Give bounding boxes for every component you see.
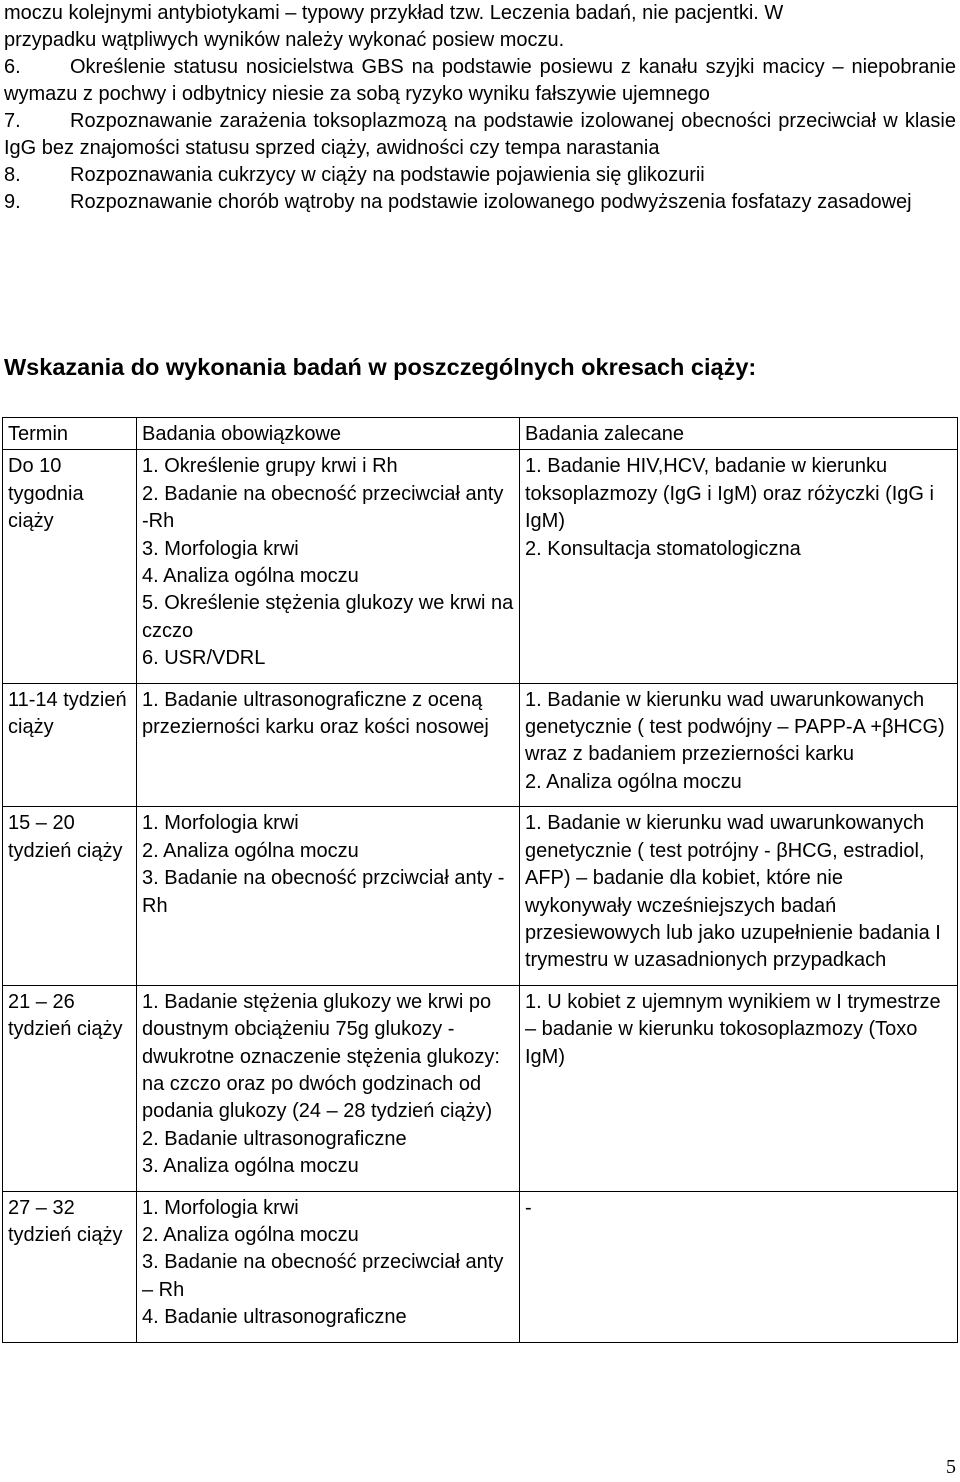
recommended-test-item: 1. U kobiet z ujemnym wynikiem w I trymestrze – badanie w kierunku tokosoplazmozy (Toxo IgM) xyxy=(525,990,941,1068)
intro-item-text: Rozpoznawanie zarażenia toksoplazmozą na podstawie izolowanej obecności przeciwciał w klasie IgG bez znajomości statusu sprzed ciąży, awidności czy tempa narastania xyxy=(4,110,956,159)
required-test-item: 2. Badanie na obecność przeciwciał anty -Rh xyxy=(142,482,504,533)
recommended-test-item: 1. Badanie HIV,HCV, badanie w kierunku toksoplazmozy (IgG i IgM) oraz różyczki (IgG i IgM) xyxy=(525,455,934,533)
term-cell: 21 – 26 tydzień ciąży xyxy=(3,985,137,1191)
required-test-item: 1. Morfologia krwi xyxy=(142,1196,299,1219)
required-test-item: 1. Określenie grupy krwi i Rh xyxy=(142,455,398,478)
required-test-item: 3. Analiza ogólna moczu xyxy=(142,1155,359,1178)
intro-continuation-line-1: moczu kolejnymi antybiotykami – typowy przykład tzw. Leczenia badań, nie pacjentki. W xyxy=(4,2,784,24)
required-test-item: 3. Badanie na obecność przeciwciał anty – Rh xyxy=(142,1251,504,1301)
required-test-item: 4. Badanie ultrasonograficzne xyxy=(142,1306,407,1329)
intro-item-number: 9. xyxy=(4,191,21,213)
recommended-test-item: - xyxy=(525,1196,532,1219)
recommended-test-item: 1. Badanie w kierunku wad uwarunkowanych genetycznie ( test podwójny – PAPP-A +βHCG) wraz z badaniem przezierności karku xyxy=(525,688,945,766)
required-test-item: 5. Określenie stężenia glukozy we krwi na czczo xyxy=(142,592,514,642)
header-recommended-tests: Badania zalecane xyxy=(520,418,958,450)
required-tests-cell xyxy=(137,683,520,807)
header-required-tests: Badania obowiązkowe xyxy=(137,418,520,450)
table-header-row xyxy=(3,418,958,450)
intro-item-text: Określenie statusu nosicielstwa GBS na podstawie posiewu z kanału szyjki macicy – niepobranie wymazu z pochwy i odbytnicy niesie za sobą ryzyko wyniku fałszywie ujemnego xyxy=(4,56,956,105)
intro-item-text: Rozpoznawanie chorób wątroby na podstawie izolowanego podwyższenia fosfatazy zasadowej xyxy=(70,191,912,213)
recommended-test-item: 2. Konsultacja stomatologiczna xyxy=(525,537,801,560)
recommended-tests-cell xyxy=(520,450,958,683)
intro-item-text: Rozpoznawania cukrzycy w ciąży na podstawie pojawienia się glikozurii xyxy=(70,164,705,186)
required-test-item: 2. Analiza ogólna moczu xyxy=(142,1223,359,1246)
required-test-item: 1. Badanie stężenia glukozy we krwi po doustnym obciążeniu 75g glukozy -dwukrotne oznaczenie stężenia glukozy: na czczo oraz po dwóch godzinach od podania glukozy (24 – 28 tydzień ciąży) xyxy=(142,990,500,1123)
intro-item-7 xyxy=(4,108,956,162)
required-test-item: 1. Morfologia krwi xyxy=(142,812,299,835)
recommended-tests-cell xyxy=(520,985,958,1191)
term-cell: 27 – 32 tydzień ciąży xyxy=(3,1191,137,1342)
term-cell: 11-14 tydzień ciąży xyxy=(3,683,137,807)
intro-section xyxy=(4,0,956,216)
table-row xyxy=(3,1191,958,1342)
required-test-item: 2. Analiza ogólna moczu xyxy=(142,839,359,862)
required-tests-cell xyxy=(137,1191,520,1342)
intro-continuation-line-2: przypadku wątpliwych wyników należy wykonać posiew moczu. xyxy=(4,29,565,51)
intro-item-8 xyxy=(4,162,956,189)
page-number: 5 xyxy=(946,1456,956,1478)
required-test-item: 4. Analiza ogólna moczu xyxy=(142,565,359,588)
required-tests-cell xyxy=(137,450,520,683)
section-heading: Wskazania do wykonania badań w poszczególnych okresach ciąży: xyxy=(4,354,757,380)
intro-item-number: 6. xyxy=(4,56,21,78)
required-test-item: 3. Morfologia krwi xyxy=(142,537,299,560)
required-tests-cell xyxy=(137,985,520,1191)
table-row xyxy=(3,807,958,985)
required-test-item: 3. Badanie na obecność przciwciał anty - Rh xyxy=(142,867,505,917)
intro-item-9 xyxy=(4,189,956,216)
required-test-item: 1. Badanie ultrasonograficzne z oceną przezierności karku oraz kości nosowej xyxy=(142,688,489,739)
term-cell: 15 – 20 tydzień ciąży xyxy=(3,807,137,985)
intro-item-number: 8. xyxy=(4,164,21,186)
recommended-tests-cell xyxy=(520,807,958,985)
recommended-tests-cell xyxy=(520,1191,958,1342)
recommended-test-item: 1. Badanie w kierunku wad uwarunkowanych genetycznie ( test potrójny - βHCG, estradiol, AFP) – badanie dla kobiet, które nie wykonywały wcześniejszych badań przesiewowych lub jako uzupełnienie badania I trymestru w uzasadnionych przypadkach xyxy=(525,812,941,972)
header-term: Termin xyxy=(3,418,137,450)
pregnancy-tests-table xyxy=(2,417,958,1343)
recommended-tests-cell xyxy=(520,683,958,807)
required-tests-cell xyxy=(137,807,520,985)
required-test-item: 6. USR/VDRL xyxy=(142,647,266,670)
intro-item-6 xyxy=(4,54,956,108)
table-row xyxy=(3,985,958,1191)
term-cell: Do 10 tygodnia ciąży xyxy=(3,450,137,683)
intro-item-number: 7. xyxy=(4,110,21,132)
recommended-test-item: 2. Analiza ogólna moczu xyxy=(525,770,742,793)
table-row xyxy=(3,450,958,683)
required-test-item: 2. Badanie ultrasonograficzne xyxy=(142,1127,407,1150)
table-row xyxy=(3,683,958,807)
